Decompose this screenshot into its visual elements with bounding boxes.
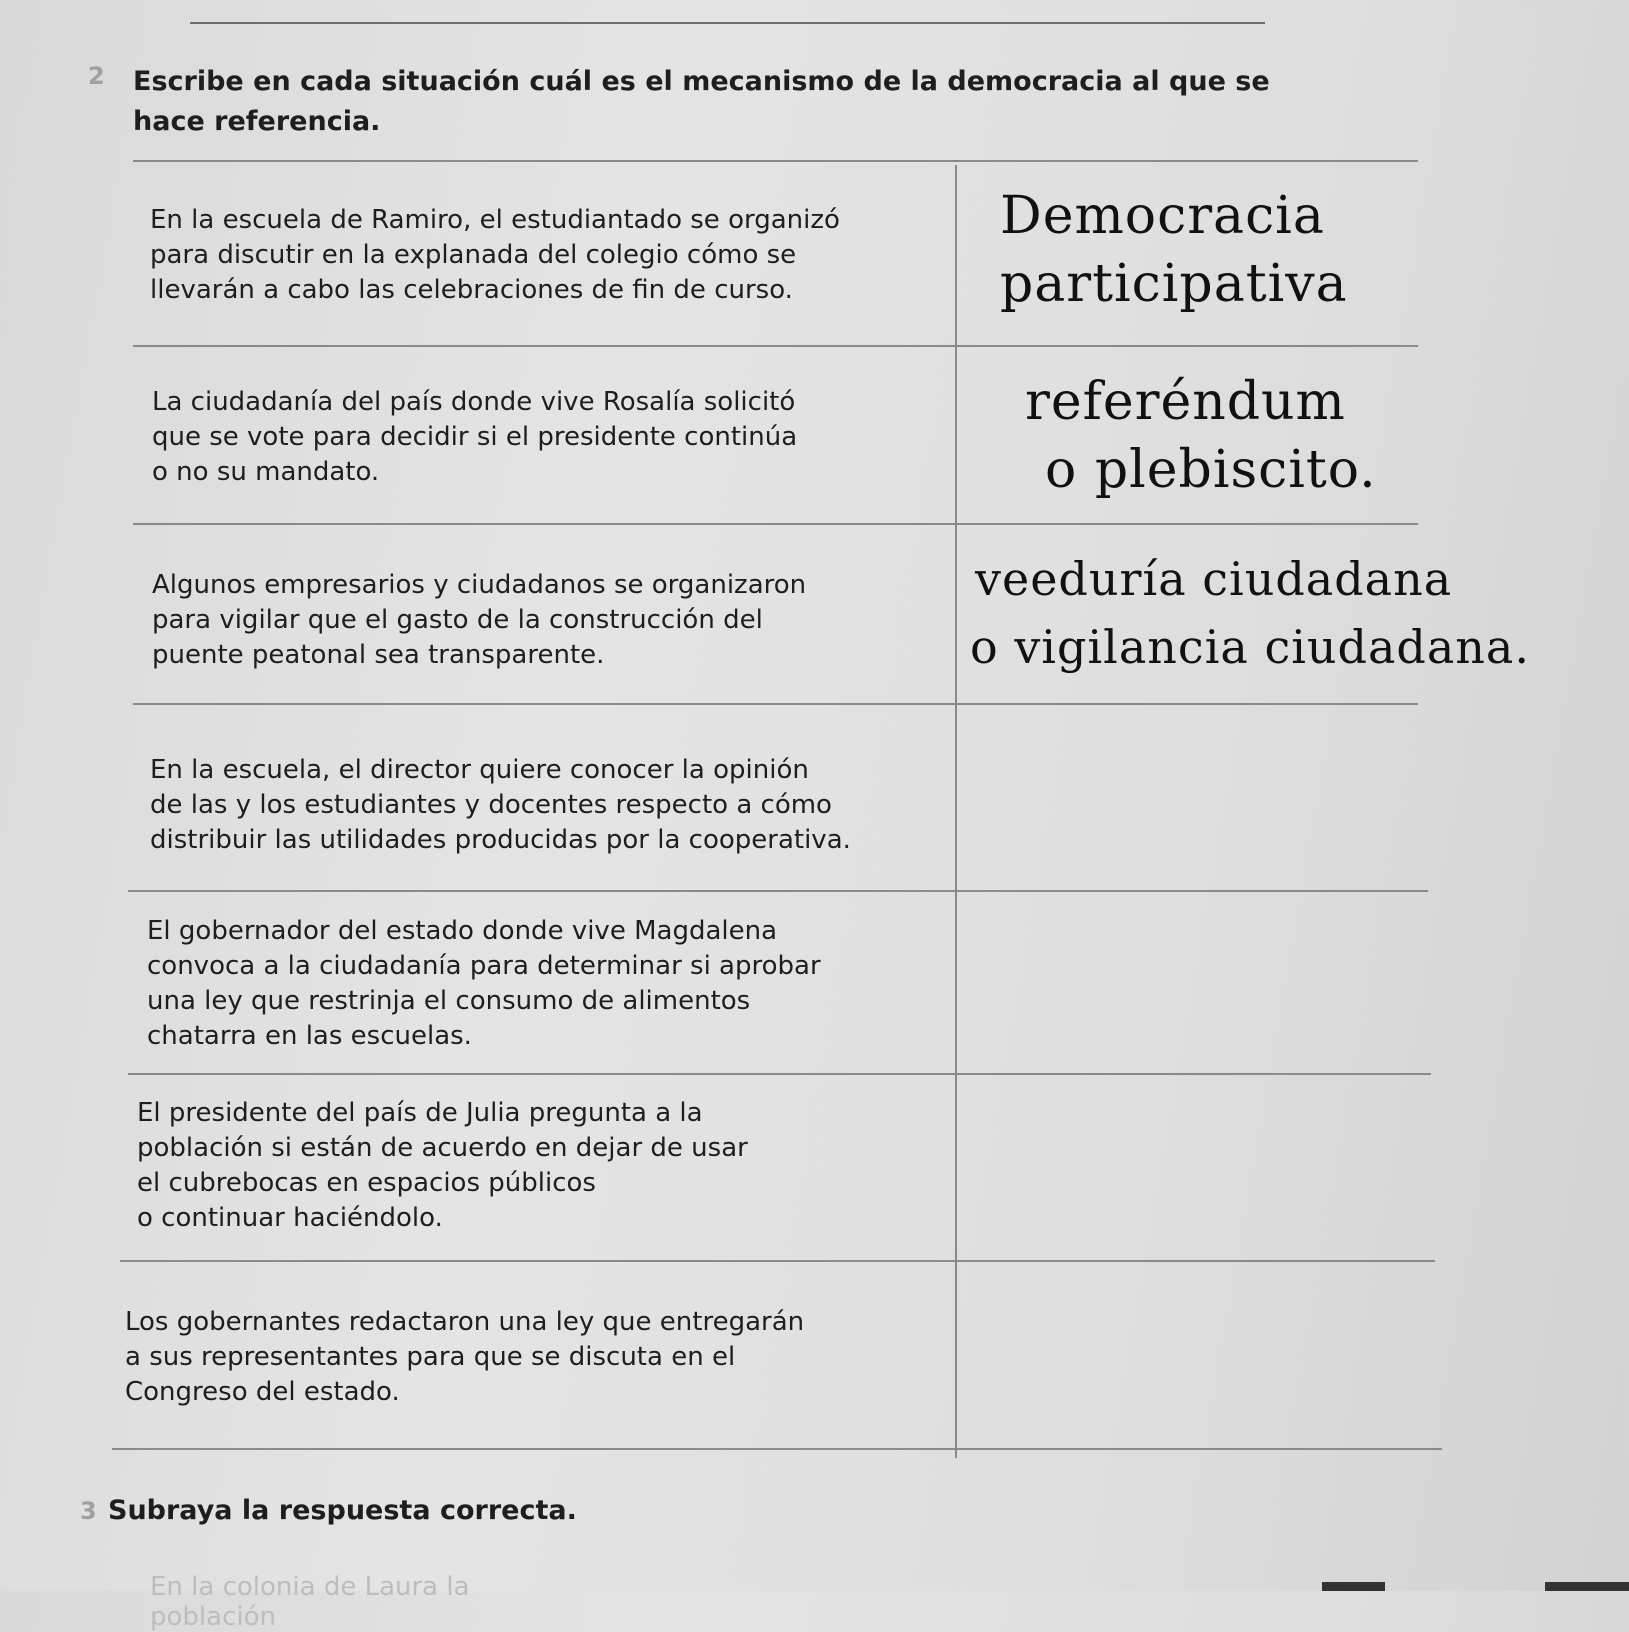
page-edge-mark xyxy=(1322,1582,1385,1591)
answer-blank[interactable] xyxy=(965,1272,1625,1437)
situation-text: La ciudadanía del país donde vive Rosalía solicitó que se vote para decidir si el presidente continúa o no su mandato. xyxy=(152,387,798,487)
table-rule xyxy=(133,523,1418,525)
next-exercise-instruction: Subraya la respuesta correcta. xyxy=(108,1495,577,1526)
exercise-number: 2 xyxy=(88,62,105,90)
table-column-divider xyxy=(955,165,957,1458)
table-rule xyxy=(133,160,1418,162)
situation-text: El presidente del país de Julia pregunta a la población si están de acuerdo en dejar de usar el cubrebocas en espacios públicos o continuar haciéndolo. xyxy=(137,1098,748,1233)
answer-handwritten[interactable]: veeduría ciudadana o vigilancia ciudadana. xyxy=(970,552,1530,674)
situation-text: Algunos empresarios y ciudadanos se organizaron para vigilar que el gasto de la construcción del puente peatonal sea transparente. xyxy=(152,570,807,670)
table-rule xyxy=(128,1073,1431,1075)
situation-text: En la escuela, el director quiere conocer la opinión de las y los estudiantes y docentes respecto a cómo distribuir las utilidades producidas por la cooperativa. xyxy=(150,755,851,855)
situation-text: Los gobernantes redactaron una ley que entregarán a sus representantes para que se discuta en el Congreso del estado. xyxy=(125,1307,805,1407)
answer-handwritten[interactable]: Democracia participativa xyxy=(1000,186,1348,314)
situation-text: En la escuela de Ramiro, el estudiantado se organizó para discutir en la explanada del colegio cómo se llevarán a cabo las celebraciones de fin de curso. xyxy=(150,205,840,305)
table-rule xyxy=(120,1260,1435,1262)
answer-blank[interactable] xyxy=(965,730,1625,880)
next-exercise-number: 3 xyxy=(80,1497,97,1525)
situation-text: El gobernador del estado donde vive Magdalena convoca a la ciudadanía para determinar si aprobar una ley que restrinja el consumo de alimentos chatarra en las escuelas. xyxy=(147,916,821,1051)
page-edge-mark xyxy=(1545,1582,1629,1591)
table-rule xyxy=(133,345,1418,347)
exercise-instruction: Escribe en cada situación cuál es el mecanismo de la democracia al que se hace referencia. xyxy=(133,66,1270,137)
table-rule xyxy=(112,1448,1442,1450)
next-exercise-partial-text: En la colonia de Laura la población xyxy=(150,1572,470,1632)
answer-handwritten[interactable]: referéndum o plebiscito. xyxy=(1025,372,1377,500)
top-rule xyxy=(190,22,1265,24)
table-rule xyxy=(133,703,1418,705)
table-rule xyxy=(128,890,1428,892)
answer-blank[interactable] xyxy=(965,900,1625,1065)
answer-blank[interactable] xyxy=(965,1085,1625,1250)
